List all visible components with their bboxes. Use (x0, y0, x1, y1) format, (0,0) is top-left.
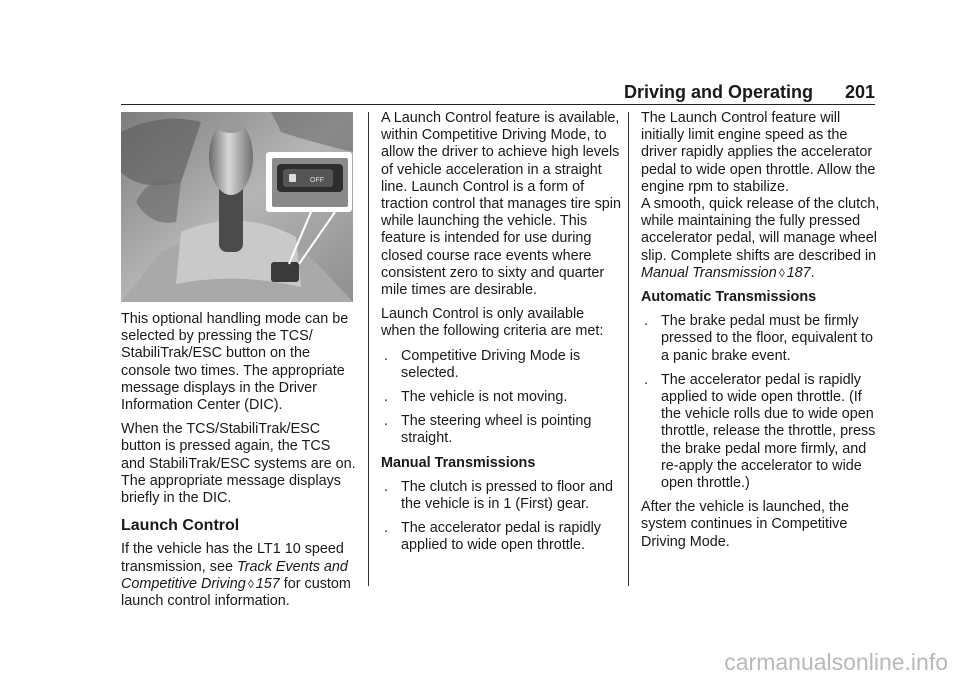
traction-off-icon (289, 174, 296, 182)
cross-reference-link[interactable]: Manual Transmission ◊ 187 (641, 264, 811, 281)
subheading: Manual Transmissions (381, 454, 536, 471)
list-item: . The accelerator pedal is rapidly applied to wide open throttle. (If the vehicle rolls due to wide open throttle, release the throttle, press the brake pedal more firmly, and re-apply the accelerator to wide open throttle.) (644, 371, 876, 492)
list-item: . The steering wheel is pointing straight. (384, 413, 592, 447)
paragraph: This optional handling mode can be selected by pressing the TCS/ StabiliTrak/ESC button on the console two times. The appropriate message displays in the Driver Information Center (DIC). (121, 311, 349, 414)
paragraph: A smooth, quick release of the clutch, while maintaining the fully pressed accelerator pedal, will manage wheel slip. Complete shifts are described in Manual Transmission ◊ 187. (641, 196, 880, 281)
paragraph: After the vehicle is launched, the system continues in Competitive Driving Mode. (641, 499, 849, 550)
list-item: . The clutch is pressed to floor and the vehicle is in 1 (First) gear. (384, 478, 613, 513)
section-heading: Launch Control (121, 517, 240, 535)
column-3 (641, 110, 881, 558)
column-1 (121, 112, 357, 617)
paragraph: If the vehicle has the LT1 10 speed transmission, see Track Events and Competitive Driving ◊ 157 for custom launch control information. (121, 541, 351, 610)
page-number: 201 (844, 82, 875, 102)
paragraph: When the TCS/StabiliTrak/ESC button is pressed again, the TCS and StabiliTrak/ESC systems are on. The appropriate message displays briefly in the DIC. (121, 421, 356, 507)
page-header (121, 82, 875, 105)
paragraph: A Launch Control feature is available, within Competitive Driving Mode, to allow the driver to achieve high levels of vehicle acceleration in a straight line. Launch Control is a form of traction control that manages tire spin while launching the vehicle. This feature is intended for use during closed course race events where consistent zero to sixty and quarter mile times are desirable. (381, 110, 621, 299)
page-reference-icon: ◊ (247, 576, 254, 591)
site-watermark: carmanualsonline.info (724, 649, 948, 675)
section-title: Driving and Operating (623, 82, 813, 102)
list-item: . Competitive Driving Mode is selected. (384, 347, 581, 381)
subheading: Automatic Transmissions (641, 289, 817, 306)
page-reference-icon: ◊ (778, 265, 785, 280)
list-item: . The accelerator pedal is rapidly applied to wide open throttle. (384, 520, 601, 554)
console-button-photo (121, 112, 353, 302)
button-off-label: OFF (310, 177, 324, 184)
list-item: . The brake pedal must be firmly pressed to the floor, equivalent to a panic brake event. (644, 313, 874, 364)
cross-reference-link[interactable]: Track Events and Competitive Driving ◊ 157 (121, 558, 348, 592)
column-2 (381, 110, 621, 562)
list-item: . The vehicle is not moving. (384, 389, 568, 406)
paragraph: The Launch Control feature will initially limit engine speed as the driver rapidly applies the accelerator pedal to wide open throttle. Allow the engine rpm to stabilize. (641, 110, 876, 195)
column-divider-2 (628, 112, 629, 586)
paragraph: Launch Control is only available when the following criteria are met: (381, 306, 604, 340)
column-divider-1 (368, 112, 369, 586)
